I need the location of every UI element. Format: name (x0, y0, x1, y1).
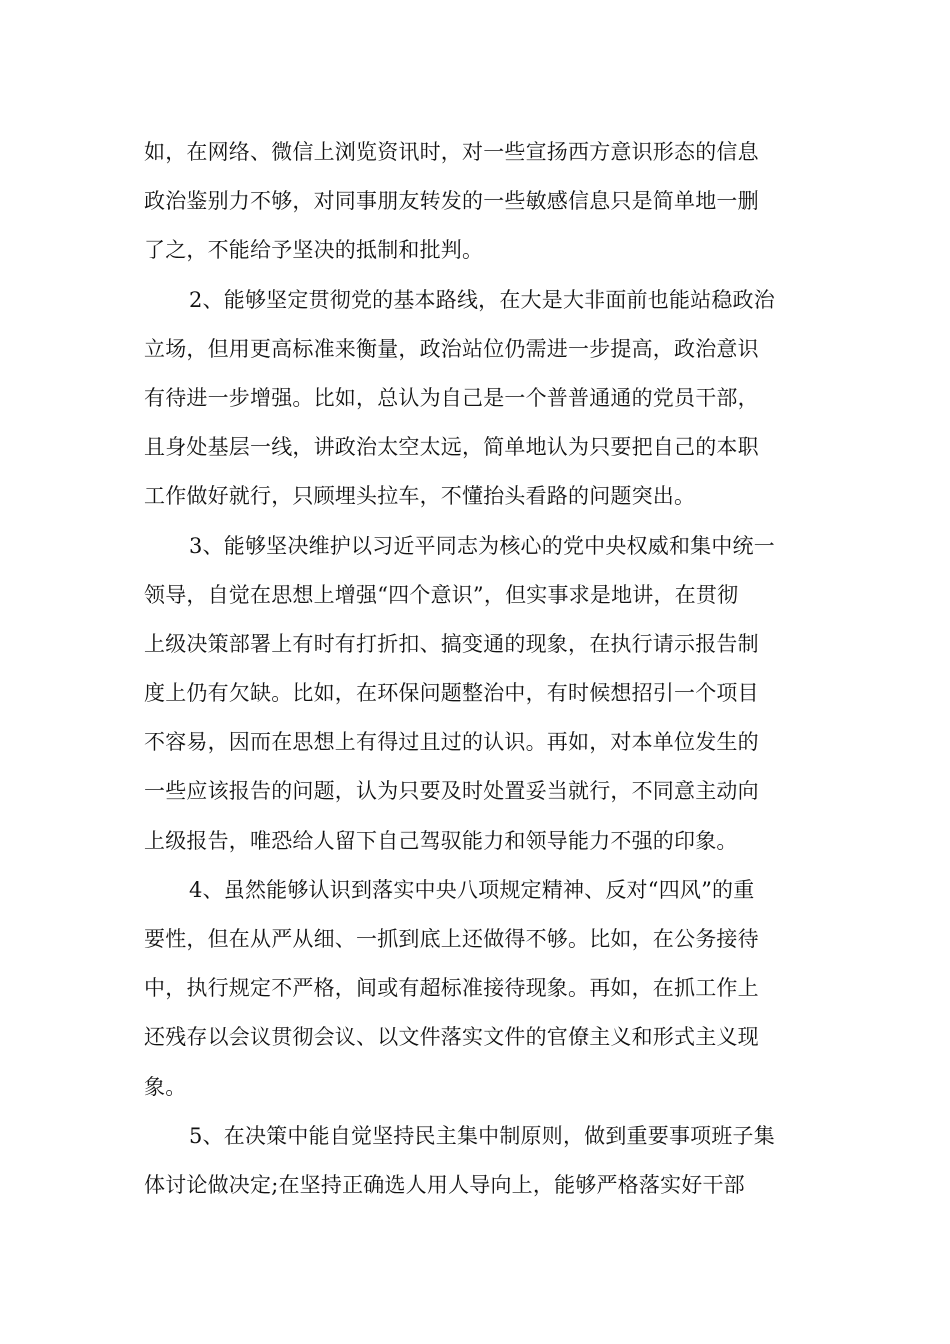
text-line: 体讨论做决定;在坚持正确选人用人导向上，能够严格落实好干部 (144, 1172, 745, 1197)
text-line: 上级决策部署上有时有打折扣、搞变通的现象，在执行请示报告制 (144, 631, 759, 656)
document-body (144, 128, 806, 1210)
text-line: 度上仍有欠缺。比如，在环保问题整治中，有时候想招引一个项目 (144, 681, 759, 706)
text-line: 不容易，因而在思想上有得过且过的认识。再如，对本单位发生的 (144, 730, 759, 755)
text-line: 一些应该报告的问题，认为只要及时处置妥当就行，不同意主动向 (144, 779, 759, 804)
paragraph-4-first-line: 4、虽然能够认识到落实中央八项规定精神、反对“四风”的重 (189, 877, 755, 902)
text-line: 领导，自觉在思想上增强“四个意识”，但实事求是地讲，在贯彻 (144, 582, 739, 607)
text-line: 政治鉴别力不够，对同事朋友转发的一些敏感信息只是简单地一删 (144, 189, 759, 214)
text-line: 且身处基层一线，讲政治太空太远，简单地认为只要把自己的本职 (144, 435, 759, 460)
paragraph-2-first-line: 2、能够坚定贯彻党的基本路线，在大是大非面前也能站稳政治 (189, 287, 775, 312)
text-line: 如，在网络、微信上浏览资讯时，对一些宣扬西方意识形态的信息 (144, 140, 759, 164)
text-line: 立场，但用更高标准来衡量，政治站位仍需进一步提高，政治意识 (144, 336, 759, 361)
paragraph-5-first-line: 5、在决策中能自觉坚持民主集中制原则，做到重要事项班子集 (189, 1123, 775, 1148)
text-line: 工作做好就行，只顾埋头拉车，不懂抬头看路的问题突出。 (144, 484, 696, 509)
text-line: 有待进一步增强。比如，总认为自己是一个普普通通的党员干部， (144, 385, 759, 410)
text-line: 还残存以会议贯彻会议、以文件落实文件的官僚主义和形式主义现 (144, 1025, 759, 1050)
text-line: 中，执行规定不严格，间或有超标准接待现象。再如，在抓工作上 (144, 976, 759, 1001)
text-line: 要性，但在从严从细、一抓到底上还做得不够。比如，在公务接待 (144, 927, 759, 951)
paragraph-3-first-line: 3、能够坚决维护以习近平同志为核心的党中央权威和集中统一 (189, 533, 775, 558)
text-line: 象。 (144, 1074, 187, 1099)
text-line: 了之，不能给予坚决的抵制和批判。 (144, 238, 484, 263)
text-line: 上级报告，唯恐给人留下自己驾驭能力和领导能力不强的印象。 (144, 828, 738, 853)
